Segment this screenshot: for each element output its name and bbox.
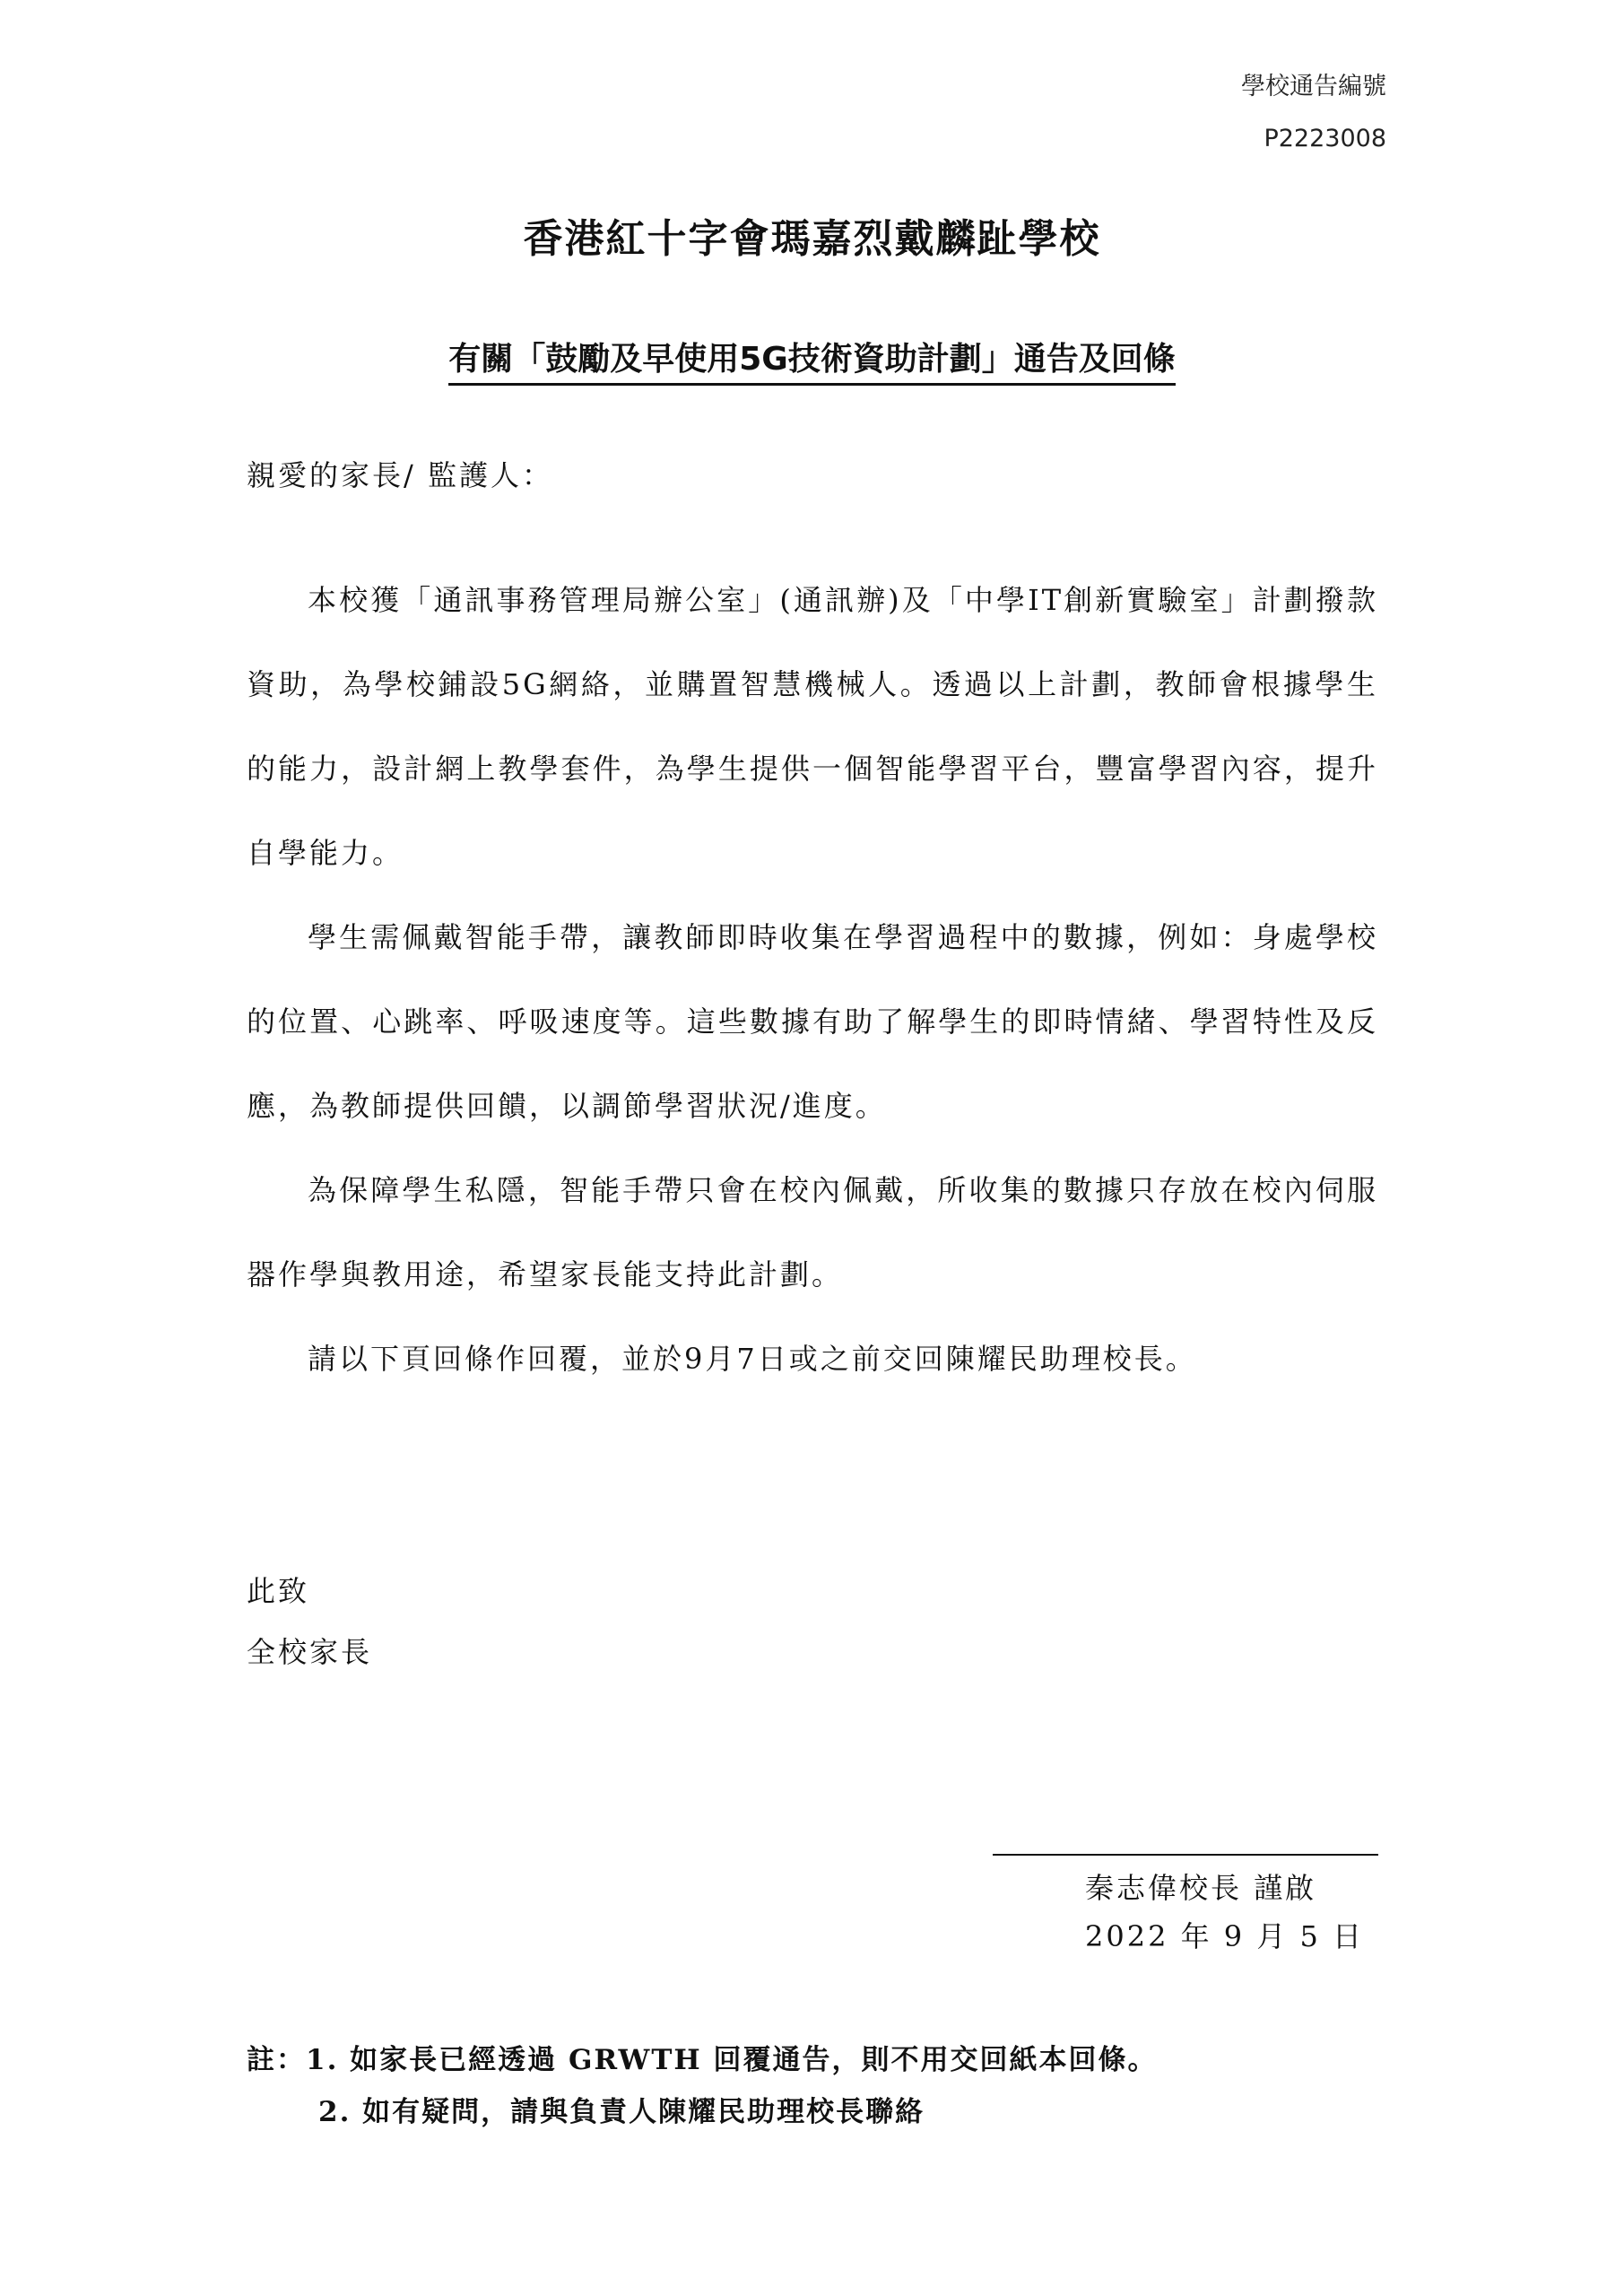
- paragraph-privacy: 為保障學生私隱，智能手帶只會在校內佩戴，所收集的數據只存放在校內伺服器作學與教用途，希望家長能支持此計劃。: [247, 1173, 1378, 1292]
- notice-ref-label: 學校通告編號: [1241, 73, 1386, 100]
- paragraph-reply-instruction: 請以下頁回條作回覆，並於9月7日或之前交回陳耀民助理校長。: [308, 1342, 1197, 1376]
- signatory-name: 秦志偉校長 謹啟: [1085, 1871, 1317, 1905]
- notice-ref-number: P2223008: [1264, 125, 1386, 152]
- paragraph-smart-band: 學生需佩戴智能手帶，讓教師即時收集在學習過程中的數據，例如：身處學校的位置、心跳率、呼吸速度等。這些數據有助了解學生的即時情緒、學習特性及反應，為教師提供回饋，以調節學習狀況/進度。: [247, 920, 1378, 1123]
- notice-body: [247, 558, 1378, 1401]
- signature-line: [993, 1854, 1378, 1856]
- notice-reference: [1241, 61, 1386, 165]
- notice-subject: [0, 334, 1624, 386]
- note-1: 註：1. 如家長已經透過 GRWTH 回覆通告，則不用交回紙本回條。: [247, 2044, 1158, 2076]
- paragraph-funding: 本校獲「通訊事務管理局辦公室」(通訊辦)及「中學IT創新實驗室」計劃撥款資助，為學校鋪設5G網絡，並購置智慧機械人。透過以上計劃，教師會根據學生的能力，設計網上教學套件，為學生提供一個智能學習平台，豐富學習內容，提升自學能力。: [247, 583, 1378, 870]
- note-2: 2. 如有疑問，請與負責人陳耀民助理校長聯絡: [318, 2096, 925, 2128]
- school-name: 香港紅十字會瑪嘉烈戴麟趾學校: [523, 216, 1101, 262]
- notes: [247, 2034, 1157, 2138]
- closing-line-1: 此致: [247, 1574, 310, 1608]
- signature-date: 2022 年 9 月 5 日: [1085, 1919, 1365, 1953]
- notice-subject-text: 有關「鼓勵及早使用5G技術資助計劃」通告及回條: [448, 334, 1176, 386]
- closing-line-2: 全校家長: [247, 1635, 373, 1669]
- signatory: [1085, 1864, 1364, 1961]
- closing: [247, 1561, 372, 1683]
- salutation: 親愛的家長/ 監護人：: [247, 458, 553, 492]
